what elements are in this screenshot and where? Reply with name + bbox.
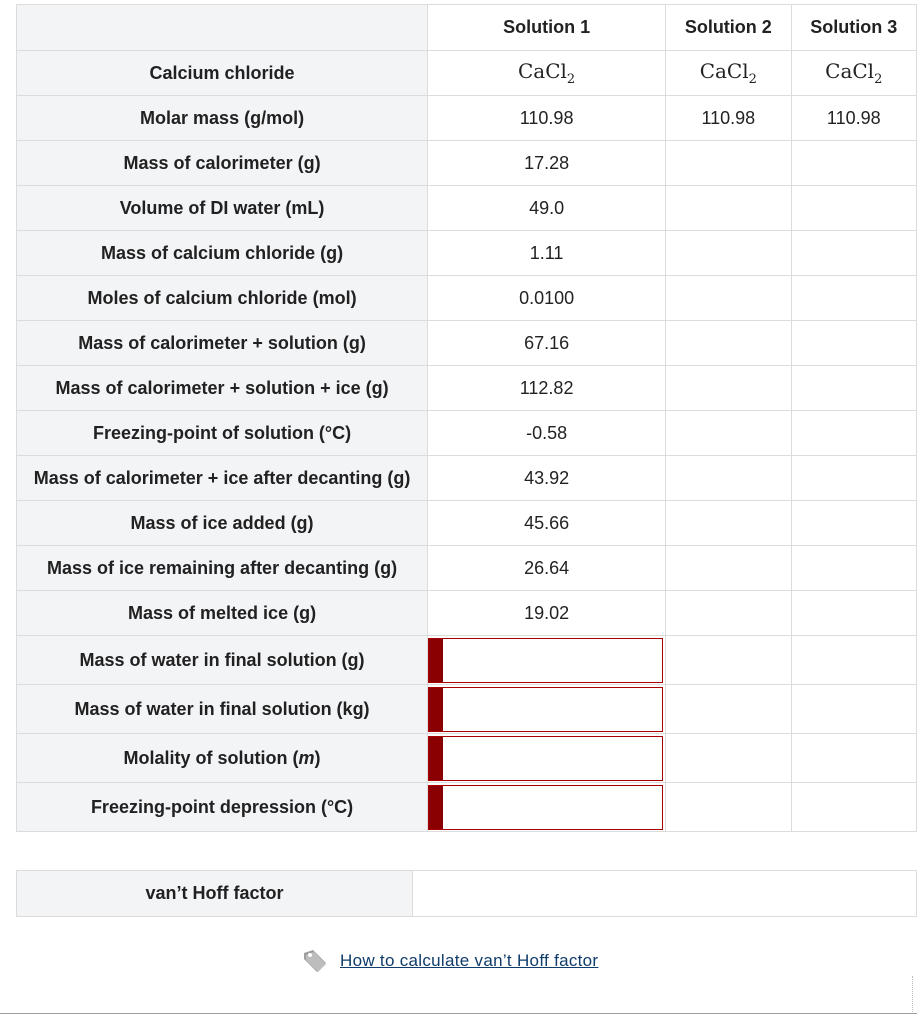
value-cell: 0.0100 xyxy=(428,276,666,321)
table-row xyxy=(17,501,917,546)
input-cell xyxy=(428,783,666,832)
value-cell xyxy=(791,734,916,783)
value-cell xyxy=(666,276,791,321)
table-row xyxy=(17,321,917,366)
value-cell: 45.66 xyxy=(428,501,666,546)
table-row xyxy=(17,591,917,636)
value-cell xyxy=(791,186,916,231)
row-label: Mass of water in final solution (g) xyxy=(17,636,428,685)
value-cell xyxy=(791,411,916,456)
value-cell: 110.98 xyxy=(666,96,791,141)
input-row-molality xyxy=(17,734,917,783)
row-label: Mass of calcium chloride (g) xyxy=(17,231,428,276)
vant-hoff-table xyxy=(16,870,917,917)
tag-icon xyxy=(302,948,328,974)
value-cell: 49.0 xyxy=(428,186,666,231)
input-wrap xyxy=(428,687,663,732)
value-cell: 110.98 xyxy=(791,96,916,141)
row-label: Molar mass (g/mol) xyxy=(17,96,428,141)
value-cell xyxy=(791,231,916,276)
value-cell xyxy=(791,501,916,546)
input-cell xyxy=(428,685,666,734)
value-cell xyxy=(791,546,916,591)
value-cell: -0.58 xyxy=(428,411,666,456)
fp-depression-input[interactable] xyxy=(443,786,662,829)
header-solution-1: Solution 1 xyxy=(428,5,666,51)
row-label: Volume of DI water (mL) xyxy=(17,186,428,231)
value-cell xyxy=(666,546,791,591)
value-cell xyxy=(666,685,791,734)
value-cell: 26.64 xyxy=(428,546,666,591)
row-label: Freezing-point depression (°C) xyxy=(17,783,428,832)
value-cell xyxy=(791,321,916,366)
vant-hoff-row xyxy=(17,871,917,917)
vant-hoff-label: van’t Hoff factor xyxy=(17,871,413,917)
input-cell xyxy=(428,734,666,783)
value-cell xyxy=(666,456,791,501)
value-cell xyxy=(791,276,916,321)
water-mass-g-input[interactable] xyxy=(443,639,662,682)
data-table xyxy=(16,4,917,832)
value-cell xyxy=(791,783,916,832)
row-label: Moles of calcium chloride (mol) xyxy=(17,276,428,321)
value-cell xyxy=(666,366,791,411)
value-cell: 17.28 xyxy=(428,141,666,186)
value-cell xyxy=(666,186,791,231)
value-cell xyxy=(791,456,916,501)
formula-cell-3: CaCl$_2$ xyxy=(791,51,916,96)
input-accent-bar xyxy=(429,688,443,731)
value-cell xyxy=(791,141,916,186)
value-cell xyxy=(791,591,916,636)
row-label: Mass of ice remaining after decanting (g) xyxy=(17,546,428,591)
table-row xyxy=(17,411,917,456)
value-cell xyxy=(666,501,791,546)
input-row-water-g xyxy=(17,636,917,685)
input-wrap xyxy=(428,638,663,683)
molality-input[interactable] xyxy=(443,737,662,780)
value-cell xyxy=(666,141,791,186)
bottom-divider xyxy=(0,1013,917,1014)
table-row xyxy=(17,456,917,501)
row-label: Molality of solution (m) xyxy=(17,734,428,783)
value-cell xyxy=(666,783,791,832)
header-empty xyxy=(17,5,428,51)
value-cell xyxy=(666,636,791,685)
row-label: Mass of calorimeter + solution (g) xyxy=(17,321,428,366)
help-link-text: How to calculate van’t Hoff factor xyxy=(340,951,599,970)
input-wrap xyxy=(428,785,663,830)
value-cell: 112.82 xyxy=(428,366,666,411)
value-cell: 110.98 xyxy=(428,96,666,141)
row-label: Mass of ice added (g) xyxy=(17,501,428,546)
header-row xyxy=(17,5,917,51)
table-row xyxy=(17,366,917,411)
row-label: Mass of calorimeter (g) xyxy=(17,141,428,186)
help-link[interactable] xyxy=(302,948,598,974)
input-cell xyxy=(428,636,666,685)
value-cell xyxy=(791,366,916,411)
formula-row xyxy=(17,51,917,96)
value-cell: 1.11 xyxy=(428,231,666,276)
input-row-water-kg xyxy=(17,685,917,734)
table-row xyxy=(17,276,917,321)
row-label: Mass of water in final solution (kg) xyxy=(17,685,428,734)
row-label: Calcium chloride xyxy=(17,51,428,96)
resize-grip[interactable] xyxy=(912,976,915,1012)
value-cell: 19.02 xyxy=(428,591,666,636)
value-cell xyxy=(666,411,791,456)
row-label: Freezing-point of solution (°C) xyxy=(17,411,428,456)
input-wrap xyxy=(428,736,663,781)
table-row xyxy=(17,141,917,186)
row-label: Mass of melted ice (g) xyxy=(17,591,428,636)
input-accent-bar xyxy=(429,786,443,829)
value-cell xyxy=(791,685,916,734)
value-cell xyxy=(666,734,791,783)
row-label: Mass of calorimeter + solution + ice (g) xyxy=(17,366,428,411)
row-label: Mass of calorimeter + ice after decanting (g) xyxy=(17,456,428,501)
value-cell: 67.16 xyxy=(428,321,666,366)
formula-cell-1: CaCl$_2$ xyxy=(428,51,666,96)
table-row xyxy=(17,546,917,591)
formula-cell-2: CaCl$_2$ xyxy=(666,51,791,96)
value-cell xyxy=(791,636,916,685)
input-accent-bar xyxy=(429,639,443,682)
table-row xyxy=(17,231,917,276)
water-mass-kg-input[interactable] xyxy=(443,688,662,731)
value-cell: 43.92 xyxy=(428,456,666,501)
table-row xyxy=(17,186,917,231)
header-solution-3: Solution 3 xyxy=(791,5,916,51)
value-cell xyxy=(666,591,791,636)
input-accent-bar xyxy=(429,737,443,780)
vant-hoff-value xyxy=(413,871,917,917)
header-solution-2: Solution 2 xyxy=(666,5,791,51)
value-cell xyxy=(666,231,791,276)
table-row xyxy=(17,96,917,141)
input-row-fp-depression xyxy=(17,783,917,832)
value-cell xyxy=(666,321,791,366)
